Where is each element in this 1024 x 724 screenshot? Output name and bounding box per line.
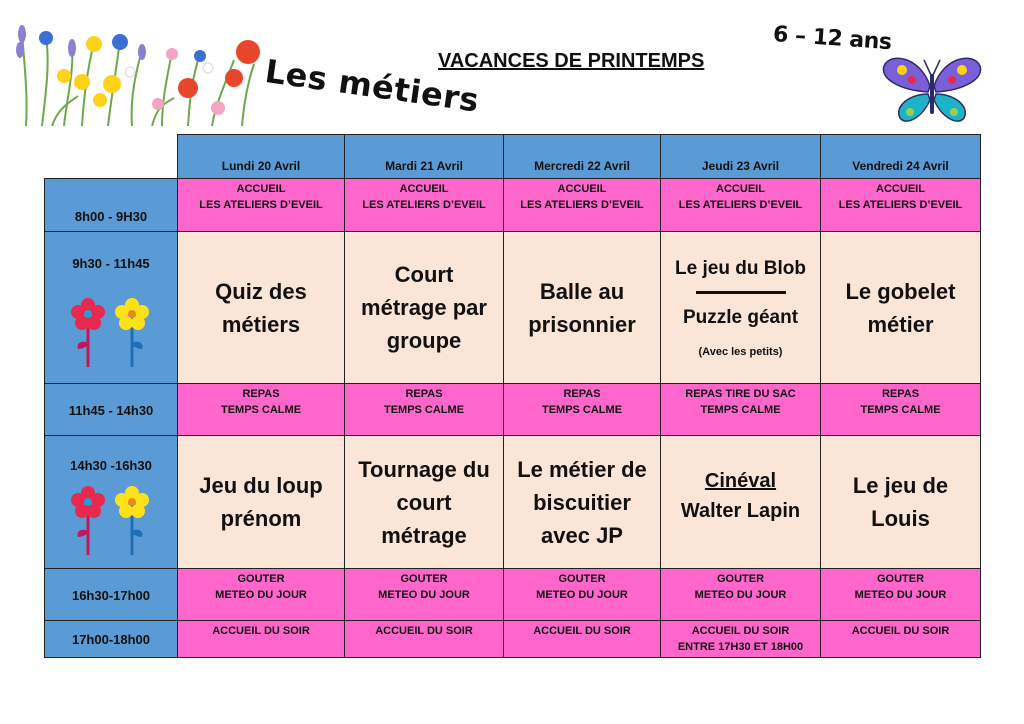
day-header: Vendredi 24 Avril	[821, 135, 981, 179]
age-range-label: 6 – 12 ans	[772, 22, 893, 56]
page-title: VACANCES DE PRINTEMPS	[438, 50, 705, 72]
activity-cell: ACCUEIL DU SOIR	[504, 621, 661, 658]
day-header: Jeudi 23 Avril	[661, 135, 821, 179]
day-header: Mercredi 22 Avril	[504, 135, 661, 179]
activity-cell: REPAS TIRE DU SAC TEMPS CALME	[661, 384, 821, 436]
time-slot: 11h45 - 14h30	[45, 384, 178, 436]
time-slot: 14h30 -16h30	[45, 436, 178, 569]
activity-cell: Le jeu du Blob Puzzle géant (Avec les petits)	[661, 232, 821, 384]
activity-cell: ACCUEIL LES ATELIERS D’EVEIL	[178, 179, 345, 232]
day-header: Mardi 21 Avril	[345, 135, 504, 179]
yellow-flower-icon	[115, 298, 149, 367]
flowers-icon	[66, 295, 156, 367]
wildflower-meadow-icon	[12, 12, 270, 126]
activity-cell: GOUTER METEO DU JOUR	[661, 569, 821, 621]
activity-cell: Court métrage par groupe	[345, 232, 504, 384]
day-header: Lundi 20 Avril	[178, 135, 345, 179]
activity-cell: Le gobelet métier	[821, 232, 981, 384]
activity-cell: Jeu du loup prénom	[178, 436, 345, 569]
activity-cell: ACCUEIL LES ATELIERS D’EVEIL	[821, 179, 981, 232]
divider-line	[696, 291, 786, 294]
butterfly-icon	[880, 56, 984, 126]
activity-cell: GOUTER METEO DU JOUR	[178, 569, 345, 621]
time-slot: 8h00 - 9H30	[45, 179, 178, 232]
table-corner	[45, 135, 178, 179]
activity-cell: Le jeu de Louis	[821, 436, 981, 569]
activity-cell: Le métier de biscuitier avec JP	[504, 436, 661, 569]
yellow-flower-icon	[115, 486, 149, 555]
activity-cell: Balle au prisonnier	[504, 232, 661, 384]
activity-cell: ACCUEIL DU SOIR	[345, 621, 504, 658]
activity-cell: GOUTER METEO DU JOUR	[504, 569, 661, 621]
activity-cell: ACCUEIL LES ATELIERS D’EVEIL	[661, 179, 821, 232]
activity-cell: Quiz des métiers	[178, 232, 345, 384]
activity-cell: Tournage du court métrage	[345, 436, 504, 569]
activity-cell: ACCUEIL DU SOIR	[178, 621, 345, 658]
activity-cell: REPAS TEMPS CALME	[178, 384, 345, 436]
activity-cell: ACCUEIL DU SOIR ENTRE 17H30 ET 18H00	[661, 621, 821, 658]
red-flower-icon	[71, 486, 105, 555]
time-slot: 16h30-17h00	[45, 569, 178, 621]
flowers-icon	[66, 483, 156, 555]
activity-cell: ACCUEIL LES ATELIERS D’EVEIL	[504, 179, 661, 232]
red-flower-icon	[71, 298, 105, 367]
activity-cell: GOUTER METEO DU JOUR	[821, 569, 981, 621]
time-slot: 9h30 - 11h45	[45, 232, 178, 384]
activity-cell: REPAS TEMPS CALME	[345, 384, 504, 436]
theme-subtitle: Les métiers	[262, 52, 482, 120]
activity-cell: ACCUEIL DU SOIR	[821, 621, 981, 658]
activity-cell: ACCUEIL LES ATELIERS D’EVEIL	[345, 179, 504, 232]
activity-cell: REPAS TEMPS CALME	[504, 384, 661, 436]
activity-cell: REPAS TEMPS CALME	[821, 384, 981, 436]
activity-cell: GOUTER METEO DU JOUR	[345, 569, 504, 621]
activity-cell: Cinéval Walter Lapin	[661, 436, 821, 569]
weekly-timetable	[44, 134, 981, 658]
time-slot: 17h00-18h00	[45, 621, 178, 658]
